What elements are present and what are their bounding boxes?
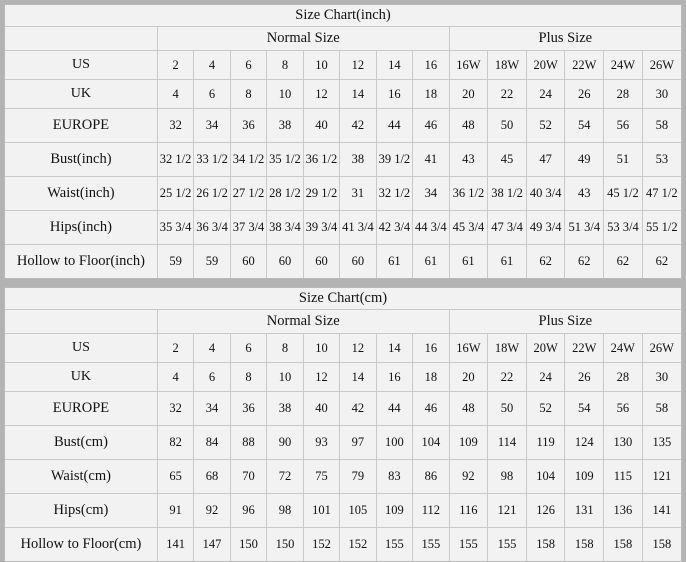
cell: 158	[642, 528, 681, 562]
cell: 14	[340, 80, 376, 109]
size-chart-cm-table	[5, 288, 681, 561]
cell: 155	[488, 528, 527, 562]
cell: 119	[526, 426, 565, 460]
cell: 43	[449, 143, 488, 177]
cell: 44	[376, 392, 412, 426]
row-label: Hollow to Floor(cm)	[5, 528, 157, 562]
cell: 31	[340, 177, 376, 211]
cell: 42 3/4	[376, 211, 412, 245]
cell: 150	[267, 528, 303, 562]
cell: 8	[230, 363, 266, 392]
cell: 152	[340, 528, 376, 562]
cell: 12	[303, 363, 339, 392]
cell: 25 1/2	[157, 177, 193, 211]
cell: 8	[230, 80, 266, 109]
chart-title: Size Chart(cm)	[5, 288, 681, 310]
cell: 45	[488, 143, 527, 177]
cell: 30	[642, 363, 681, 392]
cell: 30	[642, 80, 681, 109]
cell: 60	[267, 245, 303, 279]
cell: 155	[413, 528, 449, 562]
cell: 34	[194, 109, 230, 143]
cell: 38	[267, 392, 303, 426]
cell: 14	[376, 334, 412, 363]
cell: 59	[194, 245, 230, 279]
cell: 14	[340, 363, 376, 392]
cell: 27 1/2	[230, 177, 266, 211]
cell: 36 1/2	[303, 143, 339, 177]
cell: 152	[303, 528, 339, 562]
cell: 24W	[604, 51, 643, 80]
cell: 26W	[642, 51, 681, 80]
cell: 93	[303, 426, 339, 460]
cell: 48	[449, 392, 488, 426]
cell: 62	[565, 245, 604, 279]
cell: 4	[194, 51, 230, 80]
cell: 24	[526, 80, 565, 109]
cell: 79	[340, 460, 376, 494]
cell: 41 3/4	[340, 211, 376, 245]
cell: 16	[413, 51, 449, 80]
cell: 130	[604, 426, 643, 460]
cell: 136	[604, 494, 643, 528]
cell: 34	[413, 177, 449, 211]
cell: 121	[642, 460, 681, 494]
cell: 59	[157, 245, 193, 279]
cell: 68	[194, 460, 230, 494]
row-label: EUROPE	[5, 392, 157, 426]
cell: 36	[230, 109, 266, 143]
cell: 14	[376, 51, 412, 80]
cell: 39 3/4	[303, 211, 339, 245]
cell: 28	[604, 80, 643, 109]
table-row	[5, 363, 681, 392]
table-row	[5, 245, 681, 279]
cell: 114	[488, 426, 527, 460]
cell: 22W	[565, 334, 604, 363]
cell: 32 1/2	[157, 143, 193, 177]
cell: 39 1/2	[376, 143, 412, 177]
cell: 2	[157, 334, 193, 363]
table-row	[5, 51, 681, 80]
cell: 51 3/4	[565, 211, 604, 245]
cell: 53	[642, 143, 681, 177]
cell: 60	[230, 245, 266, 279]
cell: 32	[157, 109, 193, 143]
cell: 150	[230, 528, 266, 562]
cell: 18W	[488, 334, 527, 363]
cell: 62	[604, 245, 643, 279]
cell: 24W	[604, 334, 643, 363]
cell: 40	[303, 109, 339, 143]
cell: 52	[526, 392, 565, 426]
cell: 36	[230, 392, 266, 426]
cell: 33 1/2	[194, 143, 230, 177]
cell: 70	[230, 460, 266, 494]
cell: 88	[230, 426, 266, 460]
table-row	[5, 80, 681, 109]
cell: 52	[526, 109, 565, 143]
table-row	[5, 426, 681, 460]
cell: 18W	[488, 51, 527, 80]
cell: 16W	[449, 51, 488, 80]
cell: 61	[413, 245, 449, 279]
cell: 61	[488, 245, 527, 279]
cell: 44 3/4	[413, 211, 449, 245]
cell: 44	[376, 109, 412, 143]
cell: 8	[267, 51, 303, 80]
cell: 41	[413, 143, 449, 177]
row-label: UK	[5, 363, 157, 392]
cell: 100	[376, 426, 412, 460]
cell: 49 3/4	[526, 211, 565, 245]
cell: 158	[604, 528, 643, 562]
cell: 32	[157, 392, 193, 426]
table-row	[5, 143, 681, 177]
cell: 104	[413, 426, 449, 460]
cell: 72	[267, 460, 303, 494]
cell: 10	[267, 80, 303, 109]
row-label: US	[5, 51, 157, 80]
cell: 96	[230, 494, 266, 528]
cell: 147	[194, 528, 230, 562]
cell: 141	[157, 528, 193, 562]
group-normal-size: Normal Size	[157, 310, 449, 334]
cell: 22W	[565, 51, 604, 80]
cell: 98	[267, 494, 303, 528]
cell: 6	[194, 80, 230, 109]
cell: 56	[604, 392, 643, 426]
cell: 158	[526, 528, 565, 562]
cell: 62	[642, 245, 681, 279]
cell: 20	[449, 363, 488, 392]
cell: 29 1/2	[303, 177, 339, 211]
row-label: Hips(inch)	[5, 211, 157, 245]
chart-title: Size Chart(inch)	[5, 5, 681, 27]
cell: 20	[449, 80, 488, 109]
size-chart-cm	[4, 287, 682, 562]
cell: 28	[604, 363, 643, 392]
cell: 54	[565, 392, 604, 426]
cell: 6	[230, 51, 266, 80]
size-chart-inch-table	[5, 5, 681, 278]
cell: 47 1/2	[642, 177, 681, 211]
cell: 40	[303, 392, 339, 426]
cell: 56	[604, 109, 643, 143]
cell: 61	[449, 245, 488, 279]
cell: 58	[642, 392, 681, 426]
row-label: Bust(cm)	[5, 426, 157, 460]
cell: 37 3/4	[230, 211, 266, 245]
chart-title-row	[5, 5, 681, 27]
cell: 12	[340, 51, 376, 80]
cell: 83	[376, 460, 412, 494]
cell: 155	[449, 528, 488, 562]
cell: 47	[526, 143, 565, 177]
cell: 49	[565, 143, 604, 177]
cell: 46	[413, 109, 449, 143]
row-label: Hollow to Floor(inch)	[5, 245, 157, 279]
cell: 115	[604, 460, 643, 494]
cell: 18	[413, 363, 449, 392]
cell: 101	[303, 494, 339, 528]
cell: 62	[526, 245, 565, 279]
cell: 38	[267, 109, 303, 143]
cell: 38	[340, 143, 376, 177]
row-label: Bust(inch)	[5, 143, 157, 177]
group-row-spacer	[5, 310, 157, 334]
cell: 58	[642, 109, 681, 143]
chart-group-row	[5, 310, 681, 334]
cell: 36 3/4	[194, 211, 230, 245]
cell: 109	[565, 460, 604, 494]
cell: 38 3/4	[267, 211, 303, 245]
cell: 98	[488, 460, 527, 494]
table-row	[5, 494, 681, 528]
cell: 65	[157, 460, 193, 494]
cell: 53 3/4	[604, 211, 643, 245]
cell: 43	[565, 177, 604, 211]
cell: 75	[303, 460, 339, 494]
cell: 50	[488, 109, 527, 143]
cell: 28 1/2	[267, 177, 303, 211]
cell: 155	[376, 528, 412, 562]
row-label: US	[5, 334, 157, 363]
cell: 12	[303, 80, 339, 109]
cell: 26	[565, 363, 604, 392]
table-row	[5, 460, 681, 494]
cell: 54	[565, 109, 604, 143]
cell: 16W	[449, 334, 488, 363]
cell: 4	[157, 363, 193, 392]
cell: 42	[340, 392, 376, 426]
cell: 34	[194, 392, 230, 426]
cell: 47 3/4	[488, 211, 527, 245]
chart-title-row	[5, 288, 681, 310]
cell: 112	[413, 494, 449, 528]
cell: 60	[303, 245, 339, 279]
cell: 6	[194, 363, 230, 392]
table-row	[5, 109, 681, 143]
cell: 45 1/2	[604, 177, 643, 211]
cell: 158	[565, 528, 604, 562]
cell: 26W	[642, 334, 681, 363]
cell: 141	[642, 494, 681, 528]
cell: 10	[267, 363, 303, 392]
cell: 126	[526, 494, 565, 528]
cell: 82	[157, 426, 193, 460]
row-label: EUROPE	[5, 109, 157, 143]
cell: 26 1/2	[194, 177, 230, 211]
cell: 104	[526, 460, 565, 494]
cell: 84	[194, 426, 230, 460]
cell: 16	[376, 80, 412, 109]
cell: 22	[488, 80, 527, 109]
cell: 34 1/2	[230, 143, 266, 177]
cell: 48	[449, 109, 488, 143]
row-label: UK	[5, 80, 157, 109]
table-row	[5, 211, 681, 245]
cell: 32 1/2	[376, 177, 412, 211]
cell: 40 3/4	[526, 177, 565, 211]
cell: 109	[449, 426, 488, 460]
group-plus-size: Plus Size	[449, 310, 681, 334]
cell: 116	[449, 494, 488, 528]
size-chart-inch	[4, 4, 682, 279]
cell: 50	[488, 392, 527, 426]
cell: 46	[413, 392, 449, 426]
cell: 8	[267, 334, 303, 363]
cell: 10	[303, 51, 339, 80]
cell: 86	[413, 460, 449, 494]
cell: 20W	[526, 51, 565, 80]
cell: 135	[642, 426, 681, 460]
cell: 121	[488, 494, 527, 528]
cell: 45 3/4	[449, 211, 488, 245]
cell: 38 1/2	[488, 177, 527, 211]
cell: 24	[526, 363, 565, 392]
chart-group-row	[5, 27, 681, 51]
cell: 35 3/4	[157, 211, 193, 245]
row-label: Waist(cm)	[5, 460, 157, 494]
cell: 42	[340, 109, 376, 143]
cell: 20W	[526, 334, 565, 363]
cell: 97	[340, 426, 376, 460]
cell: 55 1/2	[642, 211, 681, 245]
cell: 22	[488, 363, 527, 392]
table-row	[5, 177, 681, 211]
group-normal-size: Normal Size	[157, 27, 449, 51]
cell: 2	[157, 51, 193, 80]
cell: 10	[303, 334, 339, 363]
table-row	[5, 392, 681, 426]
table-row	[5, 528, 681, 562]
cell: 131	[565, 494, 604, 528]
table-row	[5, 334, 681, 363]
group-plus-size: Plus Size	[449, 27, 681, 51]
cell: 105	[340, 494, 376, 528]
group-row-spacer	[5, 27, 157, 51]
cell: 91	[157, 494, 193, 528]
cell: 90	[267, 426, 303, 460]
cell: 16	[376, 363, 412, 392]
cell: 35 1/2	[267, 143, 303, 177]
cell: 4	[194, 334, 230, 363]
row-label: Hips(cm)	[5, 494, 157, 528]
cell: 18	[413, 80, 449, 109]
cell: 16	[413, 334, 449, 363]
row-label: Waist(inch)	[5, 177, 157, 211]
cell: 51	[604, 143, 643, 177]
cell: 109	[376, 494, 412, 528]
cell: 124	[565, 426, 604, 460]
cell: 36 1/2	[449, 177, 488, 211]
cell: 4	[157, 80, 193, 109]
cell: 60	[340, 245, 376, 279]
cell: 26	[565, 80, 604, 109]
cell: 6	[230, 334, 266, 363]
cell: 92	[449, 460, 488, 494]
cell: 92	[194, 494, 230, 528]
cell: 61	[376, 245, 412, 279]
cell: 12	[340, 334, 376, 363]
